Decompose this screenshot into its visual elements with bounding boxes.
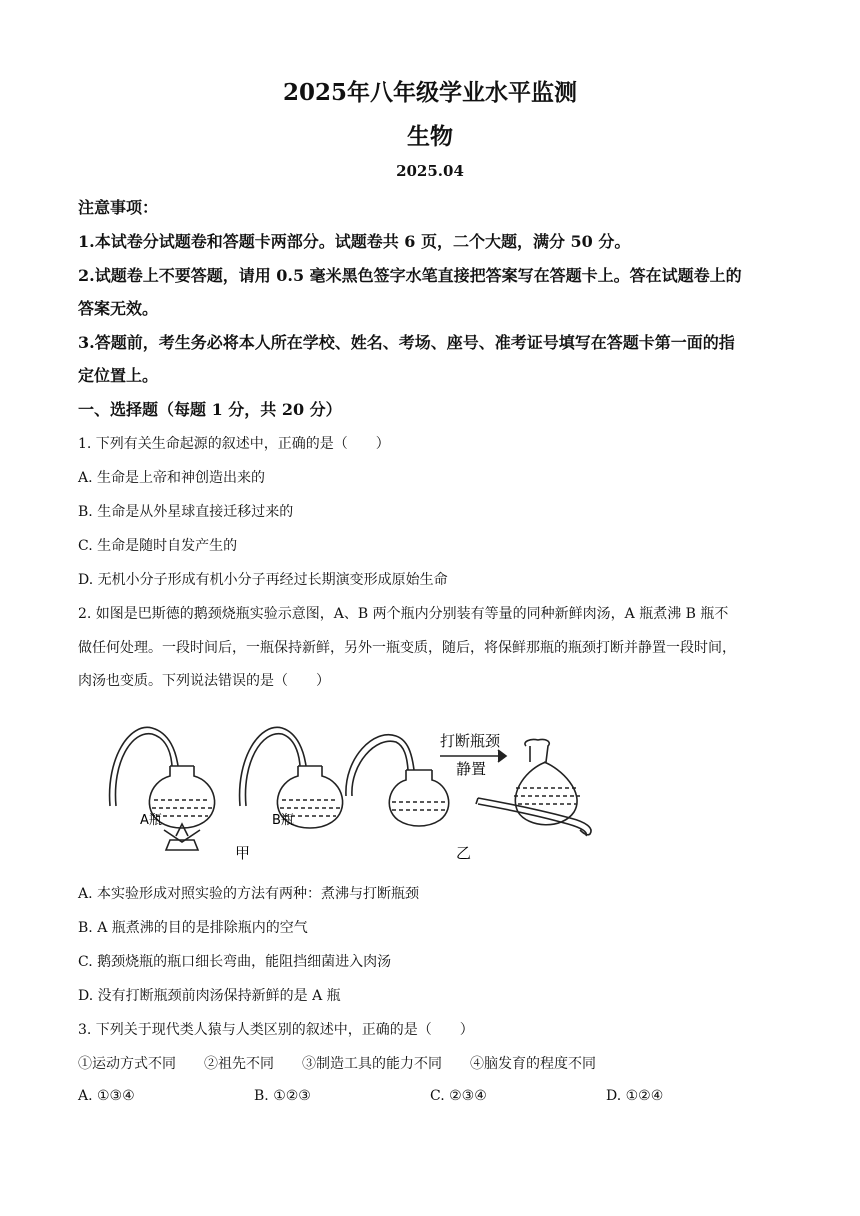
section-1-heading: 一、选择题（每题 1 分，共 20 分） — [78, 400, 342, 419]
label-break-neck: 打断瓶颈 — [440, 732, 501, 750]
subject-title: 生物 — [407, 123, 453, 150]
notice-item-3-line-2: 定位置上。 — [78, 366, 159, 385]
q2-option-a: A. 本实验形成对照实验的方法有两种：煮沸与打断瓶颈 — [78, 886, 420, 902]
label-stand: 静置 — [456, 760, 487, 778]
notice-heading: 注意事项： — [78, 198, 159, 217]
flask-a — [110, 727, 215, 828]
q2-stem-line-2: 做任何处理。一段时间后，一瓶保持新鲜，另外一瓶变质，随后，将保鲜那瓶的瓶颈打断并静置一段时间， — [78, 640, 736, 656]
q1-option-d: D. 无机小分子形成有机小分子再经过长期演变形成原始生命 — [78, 572, 448, 588]
q2-option-d: D. 没有打断瓶颈前肉汤保持新鲜的是 A 瓶 — [78, 988, 341, 1004]
notice-item-2-line-2: 答案无效。 — [78, 299, 159, 318]
q3-option-b: B. ①②③ — [254, 1088, 311, 1104]
q1-option-b: B. 生命是从外星球直接迁移过来的 — [78, 504, 294, 520]
q2-stem-line-1: 2. 如图是巴斯德的鹅颈烧瓶实验示意图，A、B 两个瓶内分别装有等量的同种新鲜肉汤，A 瓶煮沸 B 瓶不 — [78, 606, 729, 622]
flask-intact — [346, 735, 449, 826]
exam-title: 2025年八年级学业水平监测 — [282, 79, 577, 106]
pasteur-swan-neck-flask-figure — [100, 718, 600, 866]
q3-option-c: C. ②③④ — [430, 1088, 487, 1104]
q2-stem-line-3: 肉汤也变质。下列说法错误的是（ ） — [78, 673, 330, 689]
q2-option-b: B. A 瓶煮沸的目的是排除瓶内的空气 — [78, 920, 308, 936]
q3-option-d: D. ①②④ — [606, 1088, 664, 1104]
q3-stem: 3. 下列关于现代类人猿与人类区别的叙述中，正确的是（ ） — [78, 1022, 474, 1038]
notice-item-3-line-1: 3.答题前，考生务必将本人所在学校、姓名、考场、座号、准考证号填写在答题卡第一面的指 — [78, 333, 735, 352]
q1-stem: 1. 下列有关生命起源的叙述中，正确的是（ ） — [78, 436, 390, 452]
notice-item-1: 1.本试卷分试题卷和答题卡两部分。试题卷共 6 页，二个大题，满分 50 分。 — [78, 232, 631, 251]
q3-statements: ①运动方式不同 ②祖先不同 ③制造工具的能力不同 ④脑发育的程度不同 — [78, 1056, 596, 1072]
q3-option-a: A. ①③④ — [78, 1088, 135, 1104]
label-jia: 甲 — [235, 844, 251, 862]
exam-date: 2025.04 — [396, 162, 464, 180]
notice-item-2-line-1: 2.试题卷上不要答题，请用 0.5 毫米黑色签字水笔直接把答案写在答题卡上。答在试题卷上的 — [78, 266, 742, 285]
label-flask-a: A瓶 — [140, 813, 162, 828]
label-yi: 乙 — [456, 844, 472, 862]
q1-option-a: A. 生命是上帝和神创造出来的 — [78, 470, 266, 486]
label-flask-b: B瓶 — [272, 813, 294, 828]
q1-option-c: C. 生命是随时自发产生的 — [78, 538, 238, 554]
q2-option-c: C. 鹅颈烧瓶的瓶口细长弯曲，能阻挡细菌进入肉汤 — [78, 954, 392, 970]
